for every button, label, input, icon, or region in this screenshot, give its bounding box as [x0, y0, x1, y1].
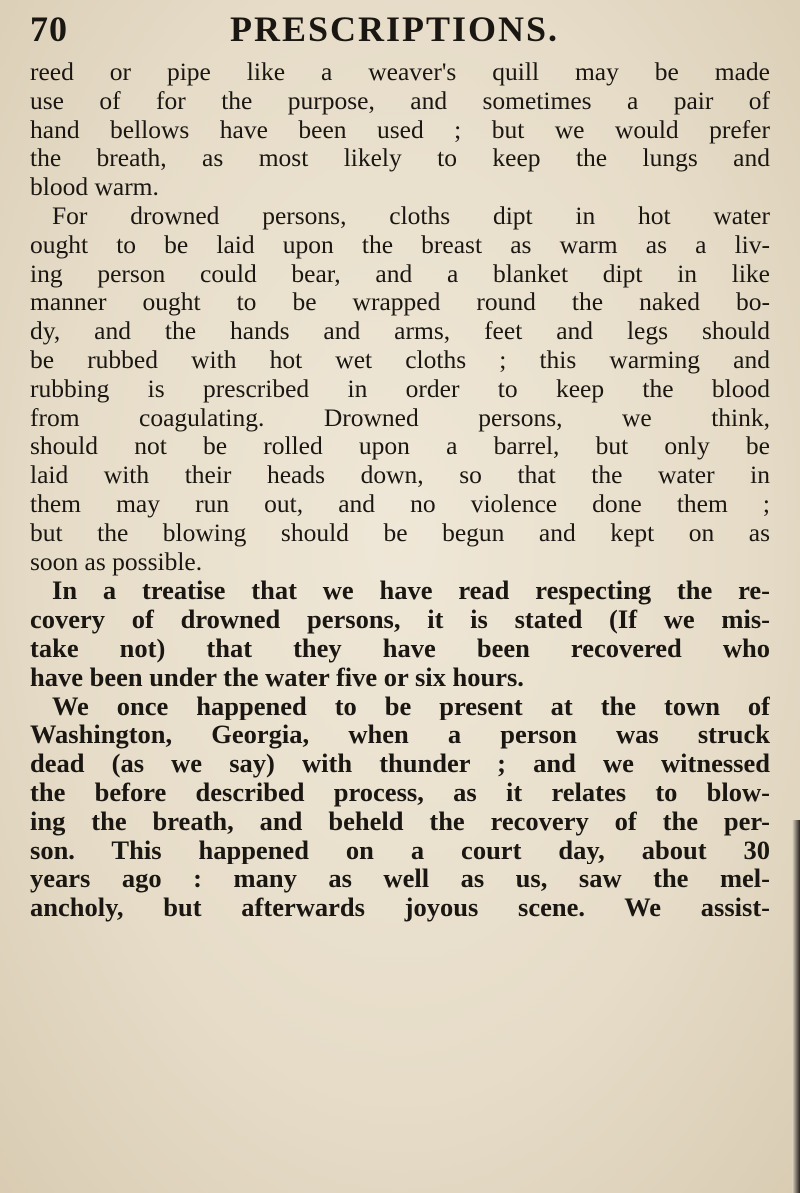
text-line: ing person could bear, and a blanket dipt in like: [30, 259, 770, 288]
text-line: years ago : many as well as us, saw the mel-: [30, 864, 770, 894]
text-line: have been under the water five or six hours.: [30, 662, 524, 692]
text-line: ancholy, but afterwards joyous scene. We assist-: [30, 893, 770, 922]
text-line: In a treatise that we have read respecting the re-: [52, 576, 770, 606]
body-text: [30, 58, 770, 922]
text-line: Washington, Georgia, when a person was struck: [30, 720, 770, 750]
text-line: dead (as we say) with thunder ; and we witnessed: [30, 749, 770, 778]
text-line: use of for the purpose, and sometimes a pair of: [30, 86, 770, 115]
text-line: For drowned persons, cloths dipt in hot water: [52, 201, 770, 230]
text-line: rubbing is prescribed in order to keep the blood: [30, 374, 770, 403]
text-line: the before described process, as it relates to blow-: [30, 777, 770, 807]
text-line: laid with their heads down, so that the water in: [30, 461, 770, 490]
text-line: ought to be laid upon the breast as warm as a liv-: [30, 230, 770, 259]
text-line: hand bellows have been used ; but we would prefer: [30, 115, 770, 144]
text-line: be rubbed with hot wet cloths ; this warming and: [30, 345, 770, 374]
text-line: dy, and the hands and arms, feet and legs should: [30, 317, 770, 346]
page-number: 70: [30, 9, 68, 49]
text-line: them may run out, and no violence done them ;: [30, 489, 770, 518]
page-header: [30, 8, 770, 52]
text-line: the breath, as most likely to keep the lungs and: [30, 144, 770, 173]
text-line: from coagulating. Drowned persons, we think,: [30, 403, 770, 432]
text-line: blood warm.: [30, 173, 159, 202]
text-line: but the blowing should be begun and kept on as: [30, 518, 770, 547]
running-head: PRESCRIPTIONS.: [230, 9, 560, 49]
text-line: ing the breath, and beheld the recovery of the per-: [30, 806, 770, 836]
text-line: We once happened to be present at the town of: [52, 691, 770, 721]
text-line: son. This happened on a court day, about 30: [30, 835, 770, 865]
page-edge-shadow: [792, 820, 800, 1193]
text-line: soon as possible.: [30, 547, 203, 576]
text-line: covery of drowned persons, it is stated (If we mis-: [30, 605, 770, 634]
text-line: reed or pipe like a weaver's quill may be made: [30, 58, 770, 86]
text-line: manner ought to be wrapped round the naked bo-: [30, 288, 770, 317]
text-line: should not be rolled upon a barrel, but only be: [30, 432, 770, 461]
text-line: take not) that they have been recovered who: [30, 633, 770, 663]
